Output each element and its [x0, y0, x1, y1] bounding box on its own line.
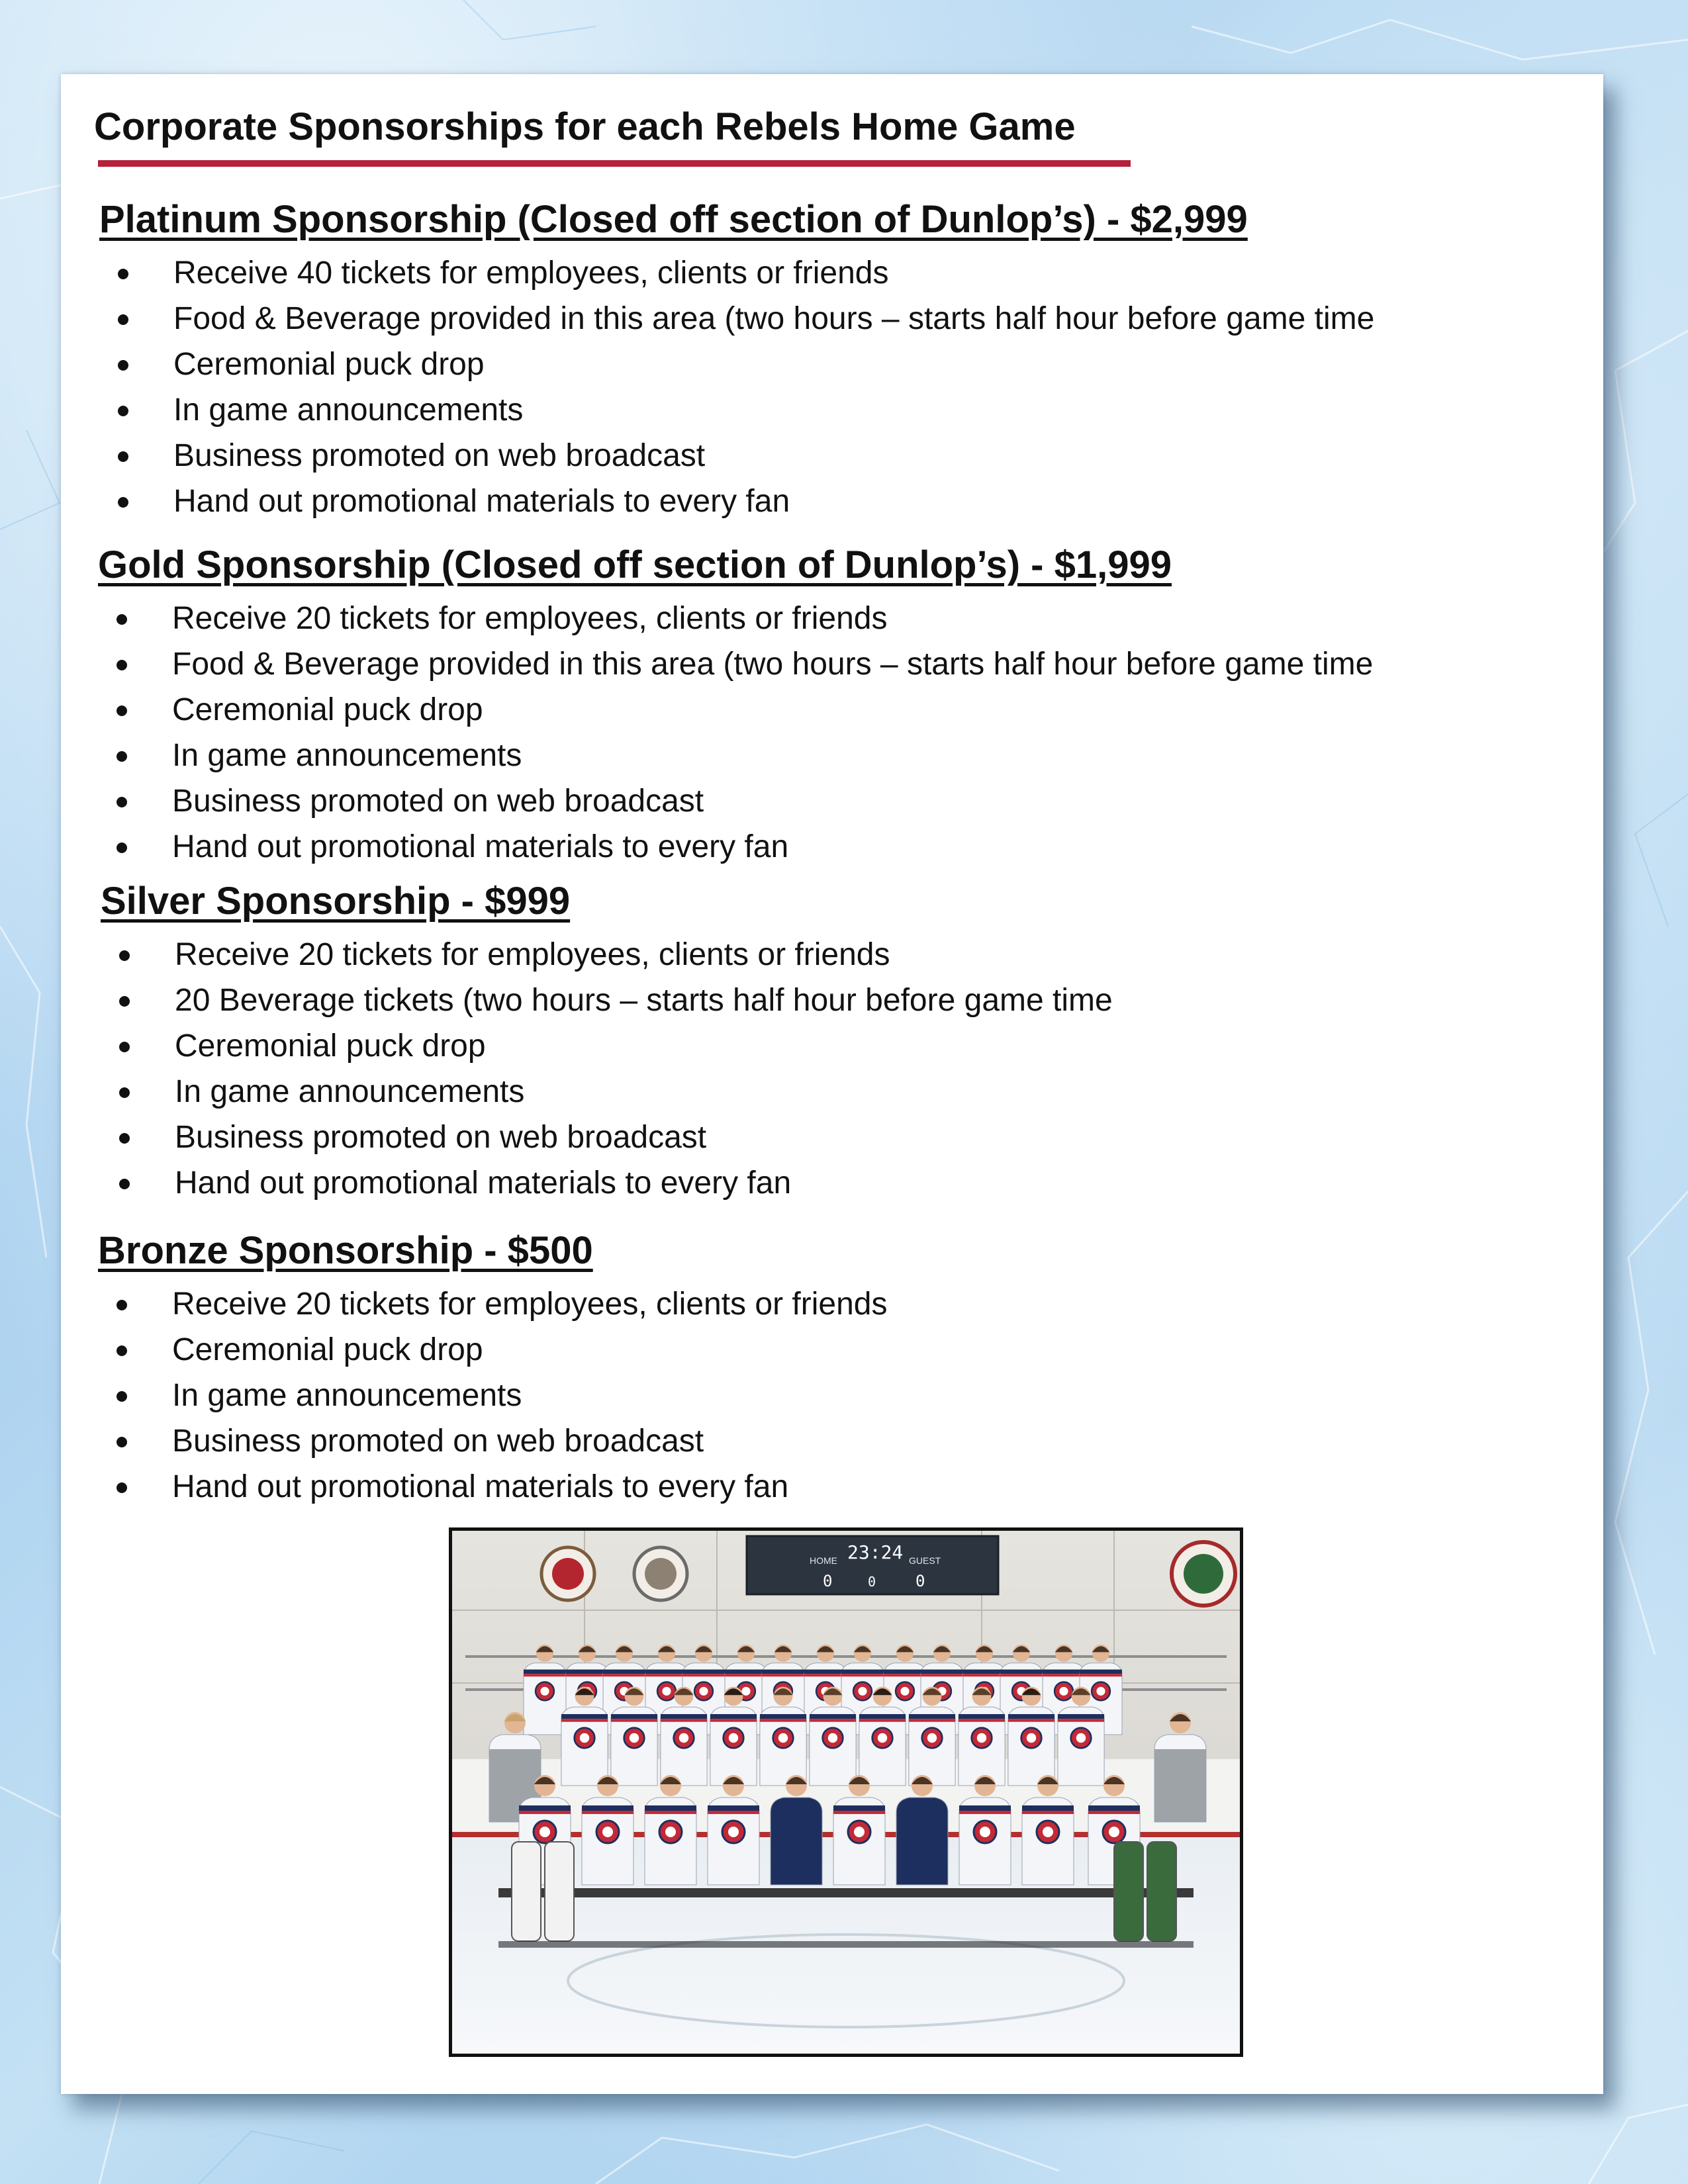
page-title: Corporate Sponsorships for each Rebels Home Game — [94, 105, 1076, 148]
bullet-icon — [119, 1179, 130, 1189]
list-item: Hand out promotional materials to every fan — [117, 824, 1373, 870]
list-item: In game announcements — [117, 1373, 887, 1418]
list-item: Food & Beverage provided in this area (two hours – starts half hour before game time — [118, 296, 1374, 341]
bullet-icon — [118, 497, 128, 508]
bullet-icon — [117, 842, 127, 853]
list-item: Business promoted on web broadcast — [119, 1115, 1113, 1160]
bullet-icon — [117, 1345, 127, 1356]
goalie-pad — [512, 1842, 541, 1941]
platinum-benefits-list — [118, 250, 1374, 524]
list-item: Receive 20 tickets for employees, clients or friends — [117, 596, 1373, 641]
wall-logo-right-icon — [1172, 1542, 1235, 1606]
bullet-icon — [118, 451, 128, 462]
platinum-heading: Platinum Sponsorship (Closed off section of Dunlop’s) - $2,999 — [99, 198, 1248, 241]
team-photo-illustration — [452, 1531, 1240, 2054]
bullet-icon — [118, 269, 128, 279]
silver-heading: Silver Sponsorship - $999 — [101, 880, 571, 923]
silver-benefits-list — [119, 932, 1113, 1206]
list-item: In game announcements — [119, 1069, 1113, 1115]
bullet-icon — [118, 360, 128, 371]
bullet-icon — [117, 1300, 127, 1310]
bullet-icon — [117, 614, 127, 625]
list-item: Business promoted on web broadcast — [118, 433, 1374, 478]
bullet-icon — [117, 1482, 127, 1493]
bullet-icon — [119, 1087, 130, 1098]
list-item: Receive 20 tickets for employees, clients or friends — [117, 1281, 887, 1327]
team-bench — [498, 1888, 1194, 1897]
goalie-pad — [545, 1842, 574, 1941]
bullet-icon — [117, 1391, 127, 1402]
team-photo — [449, 1527, 1243, 2057]
list-item: Hand out promotional materials to every fan — [117, 1464, 887, 1510]
skates-row — [498, 1941, 1194, 1948]
sponsorship-sheet — [61, 74, 1603, 2094]
list-item: Receive 40 tickets for employees, clients or friends — [118, 250, 1374, 296]
bullet-icon — [117, 1437, 127, 1447]
bullet-icon — [117, 660, 127, 670]
list-item: In game announcements — [118, 387, 1374, 433]
scoreboard — [747, 1536, 998, 1594]
bullet-icon — [117, 797, 127, 807]
wall-logo-center-icon — [634, 1547, 687, 1600]
bullet-icon — [118, 314, 128, 325]
scoreboard-home-label: HOME — [810, 1555, 837, 1566]
list-item: Ceremonial puck drop — [119, 1023, 1113, 1069]
list-item: In game announcements — [117, 733, 1373, 778]
bullet-icon — [119, 1042, 130, 1052]
bullet-icon — [119, 996, 130, 1007]
list-item: Business promoted on web broadcast — [117, 1418, 887, 1464]
wall-logo-left-icon — [541, 1547, 594, 1600]
list-item: 20 Beverage tickets (two hours – starts half hour before game time — [119, 978, 1113, 1023]
gold-heading: Gold Sponsorship (Closed off section of Dunlop’s) - $1,999 — [98, 543, 1172, 586]
scoreboard-clock: 23:24 — [847, 1541, 904, 1563]
scoreboard-home-score: 0 — [823, 1572, 833, 1590]
bronze-heading: Bronze Sponsorship - $500 — [98, 1229, 593, 1272]
scoreboard-period: 0 — [868, 1574, 876, 1590]
list-item: Ceremonial puck drop — [117, 687, 1373, 733]
scoreboard-guest-score: 0 — [915, 1572, 925, 1590]
bullet-icon — [119, 1133, 130, 1144]
goalie-pad — [1114, 1842, 1143, 1941]
goalie-pad — [1147, 1842, 1176, 1941]
list-item: Hand out promotional materials to every fan — [119, 1160, 1113, 1206]
scoreboard-guest-label: GUEST — [909, 1555, 941, 1566]
bullet-icon — [117, 705, 127, 716]
bronze-benefits-list — [117, 1281, 887, 1510]
bullet-icon — [117, 751, 127, 762]
gold-benefits-list — [117, 596, 1373, 870]
list-item: Business promoted on web broadcast — [117, 778, 1373, 824]
bullet-icon — [119, 950, 130, 961]
list-item: Food & Beverage provided in this area (two hours – starts half hour before game time — [117, 641, 1373, 687]
list-item: Ceremonial puck drop — [118, 341, 1374, 387]
list-item: Hand out promotional materials to every fan — [118, 478, 1374, 524]
title-underline-rule — [98, 160, 1131, 167]
bullet-icon — [118, 406, 128, 416]
list-item: Ceremonial puck drop — [117, 1327, 887, 1373]
list-item: Receive 20 tickets for employees, clients or friends — [119, 932, 1113, 978]
